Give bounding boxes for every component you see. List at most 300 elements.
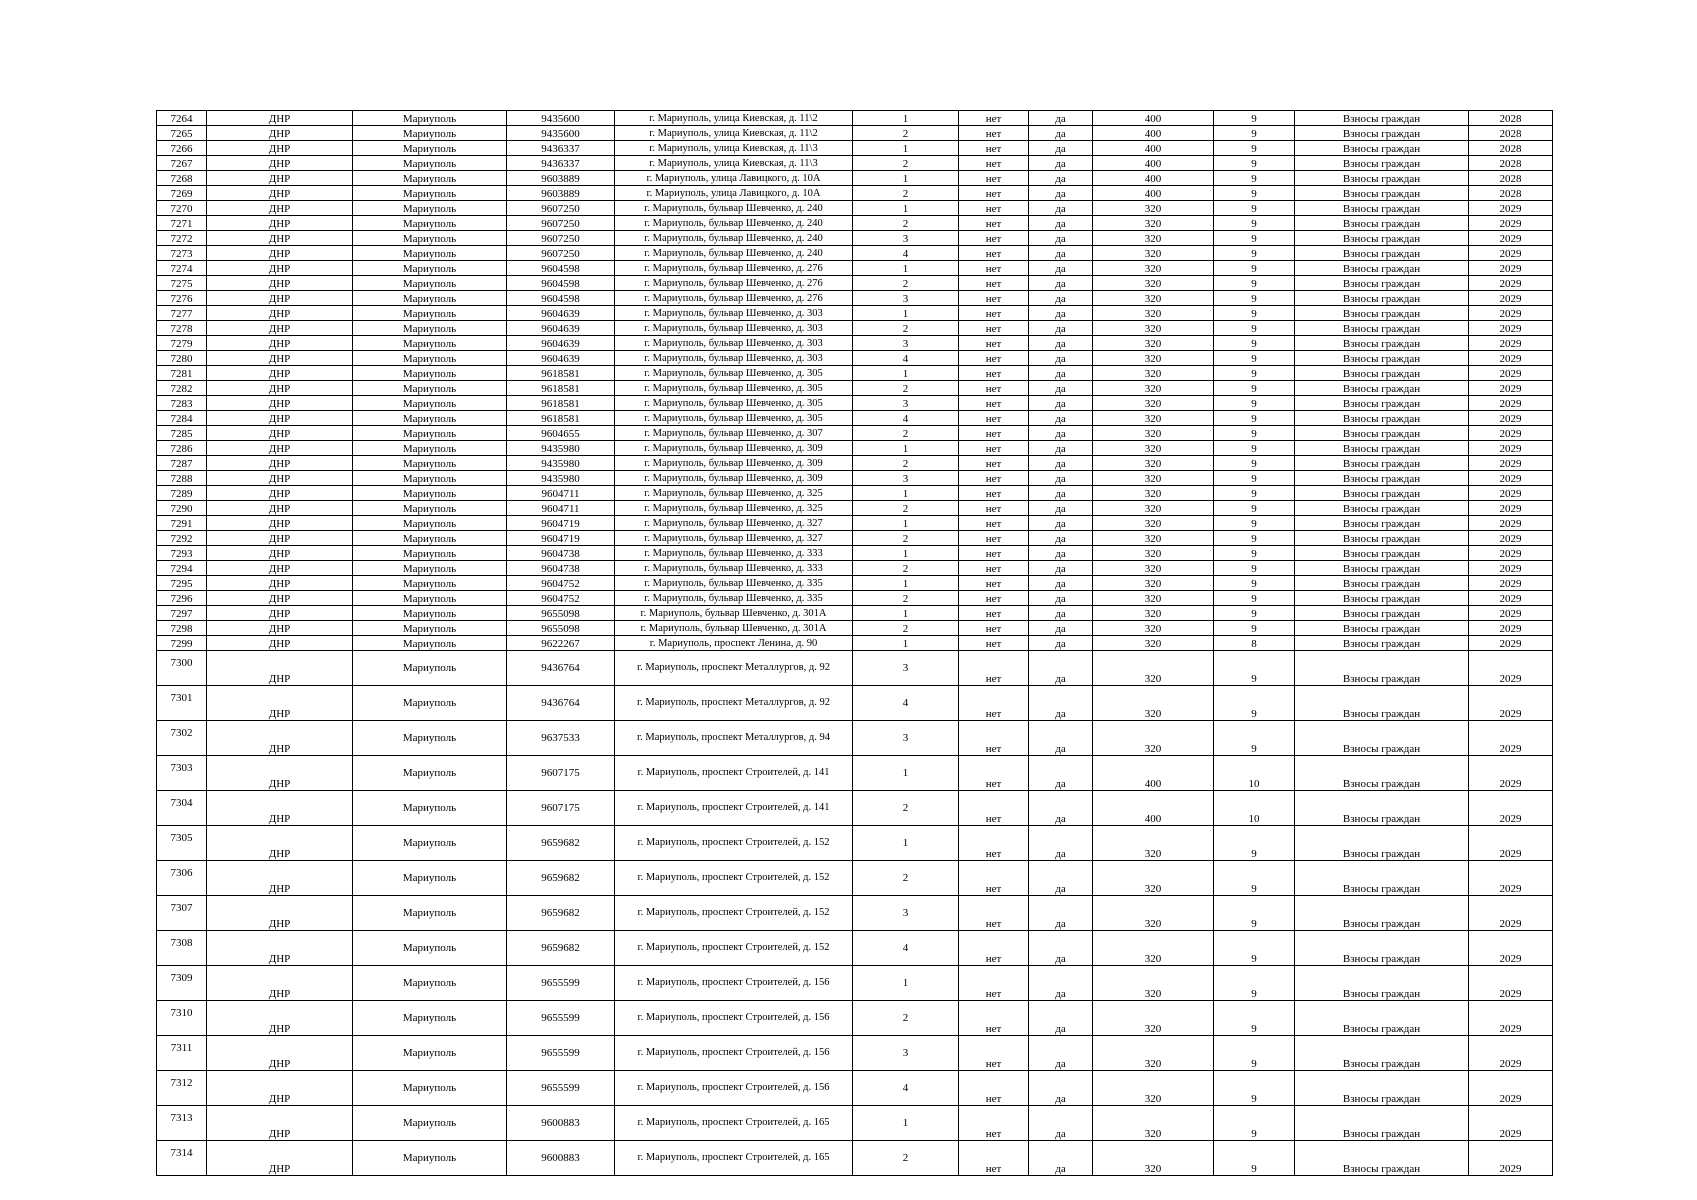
cell-address: г. Мариуполь, проспект Строителей, д. 152 [615,931,853,966]
cell-col-7: нет [959,126,1029,141]
cell-year: 2029 [1469,261,1553,276]
cell-house-id: 9659682 [507,861,615,896]
cell-year: 2029 [1469,216,1553,231]
cell-funding-source: Взносы граждан [1295,471,1469,486]
cell-entrance: 1 [853,486,959,501]
cell-region: ДНР [207,546,353,561]
cell-funding-source: Взносы граждан [1295,171,1469,186]
cell-count: 9 [1214,126,1295,141]
cell-count: 9 [1214,621,1295,636]
cell-house-id: 9655599 [507,966,615,1001]
cell-amount: 320 [1093,201,1214,216]
cell-count: 9 [1214,591,1295,606]
cell-col-8: да [1029,426,1093,441]
cell-house-id: 9655098 [507,606,615,621]
cell-col-8: да [1029,1106,1093,1141]
table-row [157,351,1553,366]
table-row [157,721,1553,756]
cell-address: г. Мариуполь, бульвар Шевченко, д. 309 [615,441,853,456]
cell-col-7: нет [959,306,1029,321]
cell-region: ДНР [207,141,353,156]
cell-col-8: да [1029,591,1093,606]
cell-entrance: 2 [853,126,959,141]
cell-col-8: да [1029,111,1093,126]
table-row [157,426,1553,441]
cell-funding-source: Взносы граждан [1295,621,1469,636]
cell-year: 2029 [1469,1106,1553,1141]
cell-col-7: нет [959,486,1029,501]
cell-house-id: 9618581 [507,411,615,426]
cell-col-8: да [1029,966,1093,1001]
cell-house-id: 9604752 [507,576,615,591]
cell-region: ДНР [207,366,353,381]
cell-year: 2029 [1469,966,1553,1001]
cell-funding-source: Взносы граждан [1295,1036,1469,1071]
cell-col-7: нет [959,426,1029,441]
table-row [157,291,1553,306]
cell-year: 2029 [1469,291,1553,306]
cell-region: ДНР [207,591,353,606]
cell-year: 2029 [1469,441,1553,456]
cell-col-7: нет [959,606,1029,621]
cell-year: 2029 [1469,396,1553,411]
cell-region: ДНР [207,501,353,516]
cell-city: Мариуполь [353,1141,507,1176]
cell-count: 9 [1214,456,1295,471]
cell-city: Мариуполь [353,686,507,721]
cell-col-8: да [1029,306,1093,321]
cell-house-id: 9603889 [507,171,615,186]
table-row [157,636,1553,651]
cell-city: Мариуполь [353,1106,507,1141]
cell-house-id: 9655599 [507,1036,615,1071]
cell-amount: 320 [1093,561,1214,576]
cell-col-7: нет [959,1071,1029,1106]
cell-row-number: 7296 [157,591,207,606]
cell-city: Мариуполь [353,826,507,861]
cell-col-8: да [1029,261,1093,276]
cell-count: 9 [1214,366,1295,381]
cell-count: 9 [1214,441,1295,456]
cell-year: 2028 [1469,171,1553,186]
cell-year: 2029 [1469,531,1553,546]
cell-year: 2029 [1469,636,1553,651]
cell-house-id: 9604655 [507,426,615,441]
cell-col-7: нет [959,471,1029,486]
cell-year: 2029 [1469,561,1553,576]
cell-row-number: 7274 [157,261,207,276]
cell-amount: 320 [1093,1001,1214,1036]
cell-year: 2029 [1469,721,1553,756]
cell-col-7: нет [959,186,1029,201]
cell-region: ДНР [207,381,353,396]
cell-region: ДНР [207,1036,353,1071]
cell-funding-source: Взносы граждан [1295,306,1469,321]
cell-city: Мариуполь [353,231,507,246]
cell-region: ДНР [207,321,353,336]
table-row [157,861,1553,896]
cell-col-7: нет [959,441,1029,456]
cell-amount: 320 [1093,501,1214,516]
cell-city: Мариуполь [353,591,507,606]
cell-amount: 400 [1093,126,1214,141]
cell-col-7: нет [959,411,1029,426]
cell-year: 2028 [1469,156,1553,171]
cell-entrance: 1 [853,756,959,791]
cell-entrance: 2 [853,456,959,471]
cell-entrance: 3 [853,396,959,411]
cell-col-8: да [1029,156,1093,171]
cell-address: г. Мариуполь, бульвар Шевченко, д. 276 [615,291,853,306]
cell-count: 9 [1214,216,1295,231]
table-row [157,756,1553,791]
table-row [157,246,1553,261]
cell-city: Мариуполь [353,1036,507,1071]
cell-house-id: 9655599 [507,1071,615,1106]
cell-entrance: 2 [853,621,959,636]
cell-year: 2029 [1469,501,1553,516]
cell-funding-source: Взносы граждан [1295,201,1469,216]
cell-count: 9 [1214,336,1295,351]
cell-address: г. Мариуполь, проспект Ленина, д. 90 [615,636,853,651]
cell-row-number: 7314 [157,1141,207,1176]
cell-entrance: 1 [853,516,959,531]
cell-col-8: да [1029,471,1093,486]
cell-city: Мариуполь [353,171,507,186]
cell-city: Мариуполь [353,791,507,826]
cell-row-number: 7268 [157,171,207,186]
cell-amount: 320 [1093,651,1214,686]
cell-entrance: 3 [853,721,959,756]
cell-amount: 320 [1093,1071,1214,1106]
cell-col-7: нет [959,171,1029,186]
table-row [157,791,1553,826]
cell-region: ДНР [207,516,353,531]
cell-entrance: 2 [853,591,959,606]
cell-house-id: 9607250 [507,246,615,261]
cell-row-number: 7289 [157,486,207,501]
cell-col-8: да [1029,531,1093,546]
cell-region: ДНР [207,246,353,261]
cell-entrance: 2 [853,1001,959,1036]
cell-row-number: 7283 [157,396,207,411]
cell-amount: 320 [1093,721,1214,756]
cell-year: 2029 [1469,426,1553,441]
cell-count: 9 [1214,561,1295,576]
cell-address: г. Мариуполь, бульвар Шевченко, д. 240 [615,216,853,231]
cell-address: г. Мариуполь, проспект Металлургов, д. 92 [615,651,853,686]
cell-region: ДНР [207,336,353,351]
cell-col-8: да [1029,1001,1093,1036]
cell-year: 2029 [1469,411,1553,426]
cell-col-8: да [1029,561,1093,576]
cell-city: Мариуполь [353,426,507,441]
cell-amount: 320 [1093,546,1214,561]
cell-col-7: нет [959,321,1029,336]
cell-year: 2029 [1469,321,1553,336]
cell-address: г. Мариуполь, проспект Строителей, д. 156 [615,1071,853,1106]
cell-address: г. Мариуполь, проспект Строителей, д. 152 [615,826,853,861]
cell-region: ДНР [207,186,353,201]
cell-funding-source: Взносы граждан [1295,501,1469,516]
cell-col-7: нет [959,366,1029,381]
cell-count: 9 [1214,576,1295,591]
cell-funding-source: Взносы граждан [1295,231,1469,246]
cell-address: г. Мариуполь, проспект Строителей, д. 156 [615,1001,853,1036]
cell-col-7: нет [959,791,1029,826]
cell-year: 2029 [1469,621,1553,636]
cell-row-number: 7275 [157,276,207,291]
table-row [157,471,1553,486]
cell-col-7: нет [959,396,1029,411]
table-row [157,531,1553,546]
cell-count: 9 [1214,516,1295,531]
cell-funding-source: Взносы граждан [1295,861,1469,896]
cell-col-8: да [1029,381,1093,396]
cell-address: г. Мариуполь, бульвар Шевченко, д. 303 [615,351,853,366]
cell-address: г. Мариуполь, бульвар Шевченко, д. 301А [615,606,853,621]
cell-city: Мариуполь [353,186,507,201]
cell-entrance: 1 [853,966,959,1001]
cell-region: ДНР [207,896,353,931]
cell-entrance: 4 [853,411,959,426]
table-row [157,231,1553,246]
cell-city: Мариуполь [353,576,507,591]
cell-funding-source: Взносы граждан [1295,791,1469,826]
cell-col-8: да [1029,546,1093,561]
cell-row-number: 7273 [157,246,207,261]
cell-entrance: 2 [853,861,959,896]
cell-row-number: 7311 [157,1036,207,1071]
cell-row-number: 7285 [157,426,207,441]
cell-col-7: нет [959,111,1029,126]
table-row [157,216,1553,231]
cell-funding-source: Взносы граждан [1295,561,1469,576]
cell-amount: 320 [1093,396,1214,411]
cell-region: ДНР [207,531,353,546]
cell-amount: 400 [1093,171,1214,186]
cell-house-id: 9603889 [507,186,615,201]
cell-house-id: 9607250 [507,201,615,216]
table-row [157,411,1553,426]
cell-row-number: 7310 [157,1001,207,1036]
cell-funding-source: Взносы граждан [1295,636,1469,651]
cell-amount: 320 [1093,381,1214,396]
cell-row-number: 7293 [157,546,207,561]
cell-funding-source: Взносы граждан [1295,396,1469,411]
cell-region: ДНР [207,1106,353,1141]
cell-funding-source: Взносы граждан [1295,411,1469,426]
cell-region: ДНР [207,291,353,306]
table-row [157,156,1553,171]
cell-row-number: 7271 [157,216,207,231]
cell-count: 9 [1214,966,1295,1001]
cell-row-number: 7286 [157,441,207,456]
cell-city: Мариуполь [353,486,507,501]
cell-amount: 320 [1093,591,1214,606]
cell-row-number: 7284 [157,411,207,426]
table-row [157,606,1553,621]
cell-amount: 320 [1093,306,1214,321]
cell-region: ДНР [207,686,353,721]
cell-amount: 320 [1093,456,1214,471]
cell-col-8: да [1029,126,1093,141]
cell-count: 9 [1214,686,1295,721]
cell-region: ДНР [207,931,353,966]
cell-house-id: 9436337 [507,156,615,171]
cell-city: Мариуполь [353,246,507,261]
cell-city: Мариуполь [353,636,507,651]
cell-row-number: 7272 [157,231,207,246]
cell-entrance: 4 [853,686,959,721]
cell-entrance: 1 [853,171,959,186]
cell-year: 2029 [1469,456,1553,471]
cell-region: ДНР [207,1001,353,1036]
cell-amount: 320 [1093,441,1214,456]
cell-address: г. Мариуполь, бульвар Шевченко, д. 335 [615,591,853,606]
cell-house-id: 9655599 [507,1001,615,1036]
cell-funding-source: Взносы граждан [1295,756,1469,791]
cell-col-8: да [1029,1141,1093,1176]
cell-region: ДНР [207,621,353,636]
cell-address: г. Мариуполь, проспект Строителей, д. 165 [615,1141,853,1176]
cell-row-number: 7290 [157,501,207,516]
cell-city: Мариуполь [353,306,507,321]
cell-funding-source: Взносы граждан [1295,441,1469,456]
cell-count: 9 [1214,546,1295,561]
cell-entrance: 1 [853,636,959,651]
cell-funding-source: Взносы граждан [1295,111,1469,126]
cell-house-id: 9604598 [507,291,615,306]
cell-year: 2028 [1469,111,1553,126]
table-row [157,456,1553,471]
cell-amount: 400 [1093,156,1214,171]
cell-city: Мариуполь [353,1071,507,1106]
cell-amount: 320 [1093,966,1214,1001]
cell-col-7: нет [959,651,1029,686]
cell-col-8: да [1029,861,1093,896]
cell-entrance: 1 [853,366,959,381]
cell-year: 2029 [1469,201,1553,216]
cell-col-7: нет [959,1001,1029,1036]
cell-city: Мариуполь [353,456,507,471]
cell-entrance: 1 [853,261,959,276]
cell-address: г. Мариуполь, проспект Строителей, д. 152 [615,861,853,896]
cell-col-8: да [1029,231,1093,246]
cell-funding-source: Взносы граждан [1295,651,1469,686]
table-row [157,201,1553,216]
cell-region: ДНР [207,351,353,366]
cell-year: 2029 [1469,246,1553,261]
cell-house-id: 9435980 [507,456,615,471]
cell-address: г. Мариуполь, улица Киевская, д. 11\2 [615,126,853,141]
cell-entrance: 3 [853,291,959,306]
cell-region: ДНР [207,756,353,791]
cell-entrance: 2 [853,561,959,576]
cell-col-7: нет [959,896,1029,931]
cell-col-7: нет [959,336,1029,351]
cell-amount: 320 [1093,516,1214,531]
cell-col-7: нет [959,636,1029,651]
cell-region: ДНР [207,456,353,471]
table-row [157,171,1553,186]
cell-city: Мариуполь [353,651,507,686]
cell-funding-source: Взносы граждан [1295,351,1469,366]
cell-col-7: нет [959,276,1029,291]
cell-year: 2029 [1469,826,1553,861]
cell-city: Мариуполь [353,721,507,756]
cell-col-8: да [1029,141,1093,156]
cell-amount: 320 [1093,606,1214,621]
cell-count: 9 [1214,231,1295,246]
cell-city: Мариуполь [353,381,507,396]
cell-address: г. Мариуполь, бульвар Шевченко, д. 327 [615,531,853,546]
cell-city: Мариуполь [353,126,507,141]
cell-region: ДНР [207,396,353,411]
cell-col-8: да [1029,721,1093,756]
cell-city: Мариуполь [353,411,507,426]
cell-house-id: 9659682 [507,931,615,966]
cell-entrance: 2 [853,321,959,336]
cell-col-8: да [1029,651,1093,686]
cell-row-number: 7270 [157,201,207,216]
cell-amount: 400 [1093,186,1214,201]
table-row [157,591,1553,606]
cell-city: Мариуполь [353,261,507,276]
cell-house-id: 9604639 [507,321,615,336]
cell-city: Мариуполь [353,201,507,216]
cell-city: Мариуполь [353,216,507,231]
cell-amount: 320 [1093,1141,1214,1176]
cell-address: г. Мариуполь, бульвар Шевченко, д. 303 [615,336,853,351]
cell-funding-source: Взносы граждан [1295,261,1469,276]
table-row [157,501,1553,516]
cell-year: 2029 [1469,1036,1553,1071]
cell-count: 9 [1214,261,1295,276]
cell-col-8: да [1029,336,1093,351]
cell-address: г. Мариуполь, проспект Строителей, д. 141 [615,791,853,826]
cell-col-8: да [1029,1036,1093,1071]
cell-amount: 320 [1093,261,1214,276]
cell-count: 9 [1214,1001,1295,1036]
cell-region: ДНР [207,126,353,141]
cell-region: ДНР [207,561,353,576]
cell-city: Мариуполь [353,441,507,456]
cell-row-number: 7303 [157,756,207,791]
cell-year: 2029 [1469,381,1553,396]
cell-address: г. Мариуполь, бульвар Шевченко, д. 240 [615,231,853,246]
cell-count: 9 [1214,276,1295,291]
cell-house-id: 9604639 [507,306,615,321]
cell-count: 9 [1214,321,1295,336]
cell-row-number: 7278 [157,321,207,336]
cell-row-number: 7304 [157,791,207,826]
cell-col-7: нет [959,516,1029,531]
table-row [157,621,1553,636]
cell-funding-source: Взносы граждан [1295,126,1469,141]
cell-house-id: 9435980 [507,471,615,486]
cell-funding-source: Взносы граждан [1295,276,1469,291]
cell-funding-source: Взносы граждан [1295,1141,1469,1176]
cell-count: 9 [1214,426,1295,441]
cell-funding-source: Взносы граждан [1295,606,1469,621]
cell-city: Мариуполь [353,756,507,791]
cell-address: г. Мариуполь, бульвар Шевченко, д. 305 [615,411,853,426]
cell-funding-source: Взносы граждан [1295,686,1469,721]
cell-row-number: 7292 [157,531,207,546]
cell-funding-source: Взносы граждан [1295,426,1469,441]
cell-row-number: 7266 [157,141,207,156]
